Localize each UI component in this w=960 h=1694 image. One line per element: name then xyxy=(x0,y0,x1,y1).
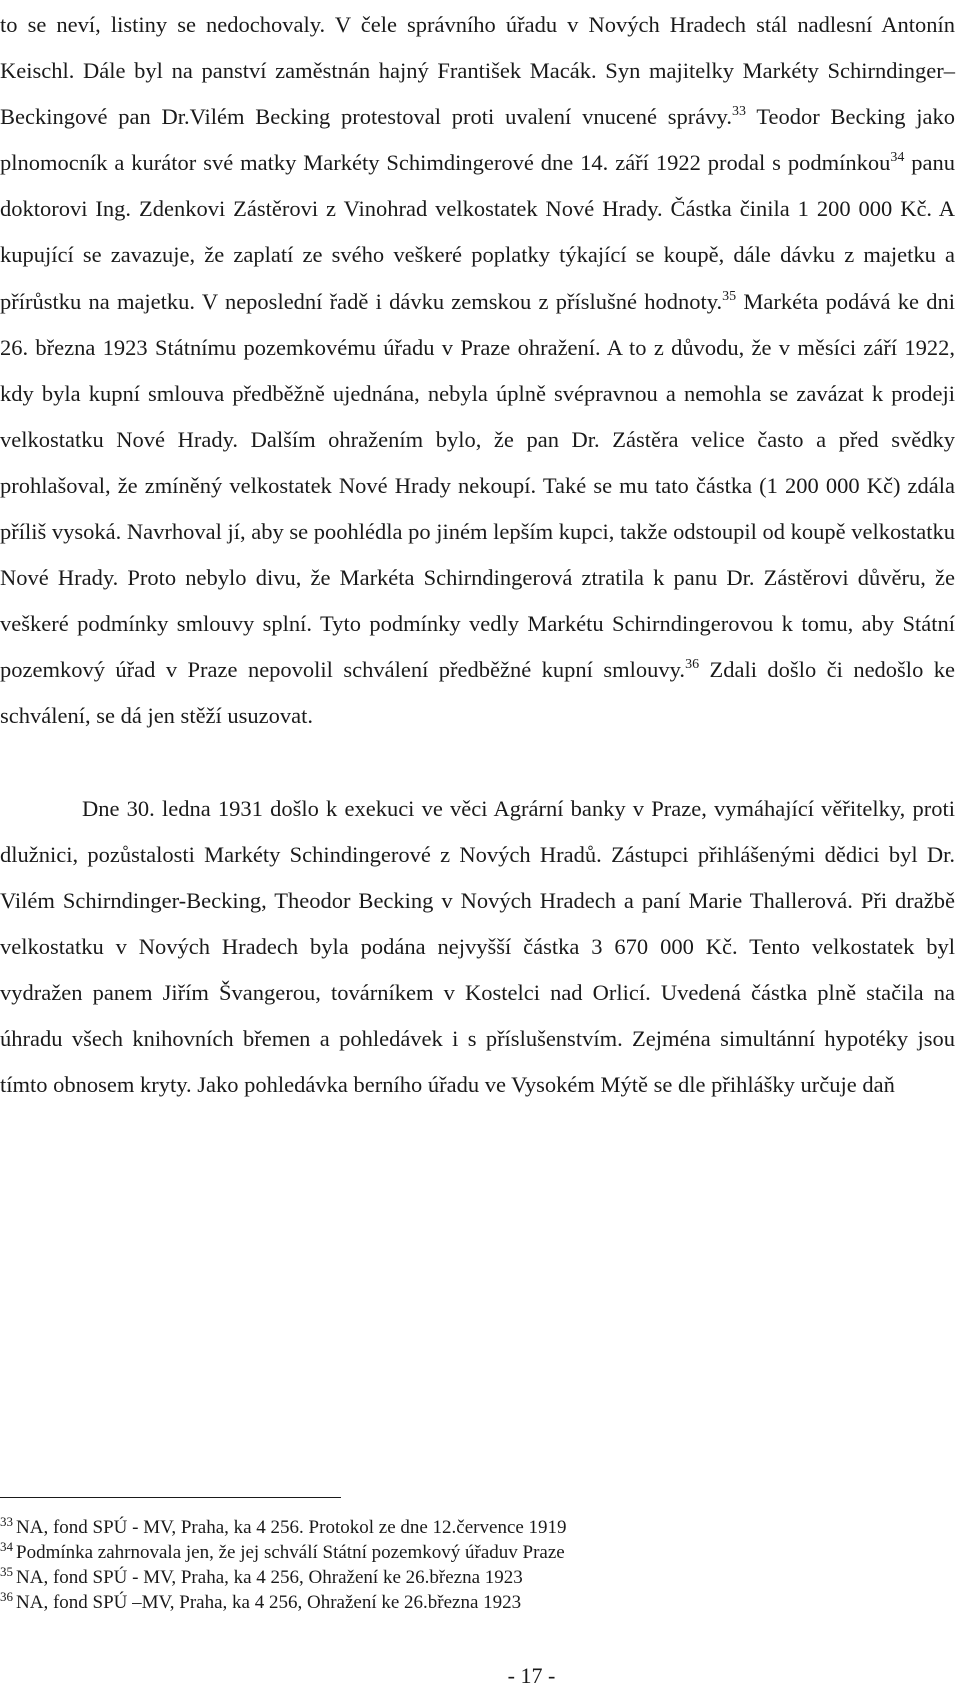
footnote-36 xyxy=(0,1590,955,1615)
footnote-number: 34 xyxy=(0,1539,13,1554)
paragraph-1-text-3: panu doktorovi Ing. Zdenkovi Zástěrovi z Vinohrad velkostatek Nové Hrady. Částka činila 1 200 000 Kč. A kupující se zavazuje, že zaplatí ze svého veškeré poplatky týkající se koupě, dále dávku z majetku a přírůstku na majetku. V neposlední řadě i dávku zemskou z příslušné hodnoty. xyxy=(0,150,955,314)
footnote-ref-34[interactable]: 34 xyxy=(890,150,905,166)
footnote-ref-33[interactable]: 33 xyxy=(731,104,746,120)
footnote-ref-36[interactable]: 36 xyxy=(685,657,700,673)
paragraph-2 xyxy=(0,786,955,1109)
paragraph-1-text-2: Teodor Becking jako plnomocník a kurátor své matky Markéty Schimdingerové dne 14. září 1922 prodal s podmínkou xyxy=(0,104,955,176)
footnote-text: NA, fond SPÚ - MV, Praha, ka 4 256, Ohražení ke 26.března 1923 xyxy=(16,1567,523,1588)
footnote-ref-35[interactable]: 35 xyxy=(722,288,737,304)
footnote-number: 35 xyxy=(0,1564,13,1579)
paragraph-2-text-1: Dne 30. ledna 1931 došlo k exekuci ve věci Agrární banky v Praze, vymáhající věřitelky, proti dlužnici, pozůstalosti Markéty Schindingerové z Nových Hradů. Zástupci přihlášenými dědici byl Dr. Vilém Schirndinger-Becking, Theodor Becking v Nových Hradech a paní Marie Thallerová. Při dražbě velkostatku v Nových Hradech byla podána nejvyšší částka 3 670 000 Kč. Tento velkostatek byl vydražen panem Jiřím Švangerou, továrníkem v Kostelci nad Orlicí. Uvedená částka plně stačila na úhradu všech knihovních břemen a pohledávek i s příslušenstvím. Zejména simultánní hypotéky jsou tímto obnosem kryty. Jako pohledávka berního úřadu ve Vysokém Mýtě se dle přihlášky určuje daň xyxy=(0,795,955,1098)
footnote-33 xyxy=(0,1515,955,1540)
footnote-number: 33 xyxy=(0,1514,13,1529)
footnote-text: Podmínka zahrnovala jen, že jej schválí Státní pozemkový úřaduv Praze xyxy=(16,1542,565,1563)
paragraph-1-text-1: to se neví, listiny se nedochovaly. V čele správního úřadu v Nových Hradech stál nadlesní Antonín Keischl. Dále byl na panství zaměstnán hajný František Macák. Syn majitelky Markéty Schirndinger–Beckingové pan Dr.Vilém Becking protestoval proti uvalení vnucené správy. xyxy=(0,12,955,130)
paragraph-1-text-5: Zdali došlo či nedošlo ke schválení, se dá jen stěží usuzovat. xyxy=(0,657,955,729)
footnote-35 xyxy=(0,1565,955,1590)
paragraph-1-text-4: Markéta podává ke dni 26. března 1923 Státnímu pozemkovému úřadu v Praze ohražení. A to z důvodu, že v měsíci září 1922, kdy byla kupní smlouva předběžně ujednána, nebyla úplně svépravnou a nemohla se zavázat k prodeji velkostatku Nové Hrady. Dalším ohražením bylo, že pan Dr. Zástěra velice často a před svědky prohlašoval, že zmíněný velkostatek Nové Hrady nekoupí. Také se mu tato částka (1 200 000 Kč) zdála příliš vysoká. Navrhoval jí, aby se poohlédla po jiném lepším kupci, takže odstoupil od koupě velkostatku Nové Hrady. Proto nebylo divu, že Markéta Schirndingerová ztratila k panu Dr. Zástěrovi důvěru, že veškeré podmínky smlouvy splní. Tyto podmínky vedly Markétu Schirndingerovou k tomu, aby Státní pozemkový úřad v Praze nepovolil schválení předběžné kupní smlouvy. xyxy=(0,288,955,683)
footnotes xyxy=(0,1515,955,1615)
footnote-text: NA, fond SPÚ - MV, Praha, ka 4 256. Protokol ze dne 12.července 1919 xyxy=(16,1517,567,1538)
body-text xyxy=(0,2,955,1108)
page-number: - 17 - xyxy=(507,1663,556,1688)
footnote-number: 36 xyxy=(0,1589,13,1604)
paragraph-1 xyxy=(0,2,955,740)
footnote-separator xyxy=(0,1497,341,1498)
footnote-text: NA, fond SPÚ –MV, Praha, ka 4 256, Ohražení ke 26.března 1923 xyxy=(16,1592,522,1613)
footnote-34 xyxy=(0,1540,955,1565)
